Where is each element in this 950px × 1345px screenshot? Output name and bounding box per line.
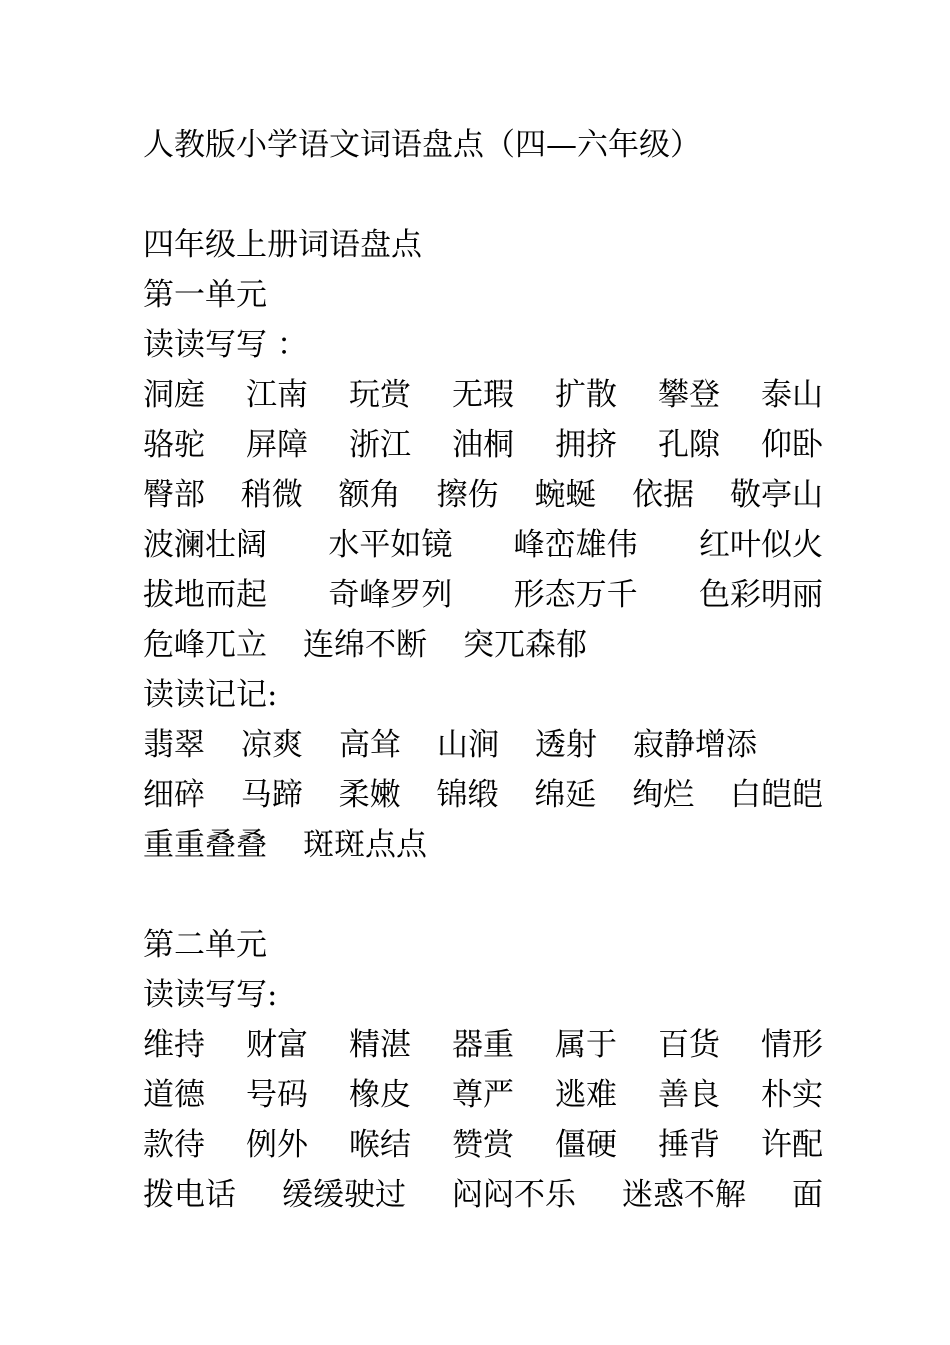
word-item: 许配 [761, 1127, 823, 1163]
word-row [143, 770, 823, 820]
word-item: 连绵不断 [303, 627, 427, 663]
word-row [143, 370, 823, 420]
document-page [143, 120, 823, 1220]
word-item: 重重叠叠 [143, 827, 267, 863]
word-item: 迷惑不解 [622, 1177, 746, 1213]
word-item: 蜿蜒 [534, 477, 597, 513]
word-item: 细碎 [143, 777, 205, 813]
word-row [143, 470, 823, 520]
blank-line [143, 870, 823, 920]
word-item: 柔嫩 [338, 777, 401, 813]
word-item: 逃难 [555, 1077, 617, 1113]
word-row [143, 520, 823, 570]
word-item: 属于 [555, 1027, 617, 1063]
word-item: 攀登 [658, 377, 720, 413]
word-item: 山涧 [437, 727, 499, 763]
word-item: 精湛 [349, 1027, 411, 1063]
word-item: 水平如镜 [328, 527, 453, 563]
word-row [143, 1070, 823, 1120]
word-item: 尊严 [452, 1077, 514, 1113]
word-item: 喉结 [349, 1127, 411, 1163]
word-item: 擦伤 [436, 477, 499, 513]
word-item: 臀部 [143, 477, 205, 513]
word-item: 赞赏 [452, 1127, 514, 1163]
word-item: 器重 [452, 1027, 514, 1063]
word-item: 马蹄 [240, 777, 303, 813]
word-item: 僵硬 [555, 1127, 617, 1163]
word-row [143, 1120, 823, 1170]
word-row [143, 1020, 823, 1070]
word-item: 无瑕 [452, 377, 514, 413]
word-item: 敬亭山 [729, 477, 823, 513]
word-item: 洞庭 [143, 377, 205, 413]
word-item: 波澜壮阔 [143, 527, 267, 563]
word-item: 缓缓驶过 [282, 1177, 406, 1213]
unit1-read-write-list [143, 370, 823, 670]
unit2-read-write-list [143, 1020, 823, 1220]
word-item: 泰山 [761, 377, 823, 413]
unit2-heading: 第二单元 [143, 927, 267, 963]
blank-line [143, 170, 823, 220]
word-item: 凉爽 [241, 727, 303, 763]
word-item: 色彩明丽 [698, 577, 823, 613]
word-item: 扩散 [555, 377, 617, 413]
word-item: 善良 [658, 1077, 720, 1113]
word-item: 道德 [143, 1077, 205, 1113]
word-item: 拔地而起 [143, 577, 267, 613]
word-item: 白皑皑 [729, 777, 823, 813]
word-item: 孔隙 [658, 427, 720, 463]
word-item: 翡翠 [143, 727, 205, 763]
word-item: 突兀森郁 [463, 627, 587, 663]
word-item: 捶背 [658, 1127, 720, 1163]
word-item: 拥挤 [555, 427, 617, 463]
word-item: 闷闷不乐 [452, 1177, 576, 1213]
word-item: 拨电话 [143, 1177, 236, 1213]
word-item: 危峰兀立 [143, 627, 267, 663]
word-item: 高耸 [339, 727, 401, 763]
unit1-read-remember-label: 读读记记: [143, 677, 278, 713]
word-item: 油桐 [452, 427, 514, 463]
word-item: 额角 [338, 477, 401, 513]
word-item: 号码 [246, 1077, 308, 1113]
word-item: 绚烂 [632, 777, 695, 813]
word-item: 款待 [143, 1127, 205, 1163]
word-row [143, 620, 823, 670]
grade-heading: 四年级上册词语盘点 [143, 227, 422, 263]
word-item: 峰峦雄伟 [513, 527, 638, 563]
word-item: 奇峰罗列 [328, 577, 453, 613]
word-row [143, 820, 823, 870]
word-item: 浙江 [349, 427, 411, 463]
word-item: 骆驼 [143, 427, 205, 463]
word-item: 稍微 [240, 477, 303, 513]
word-item: 形态万千 [513, 577, 638, 613]
word-item: 例外 [246, 1127, 308, 1163]
word-item: 红叶似火 [698, 527, 823, 563]
word-item: 寂静增添 [633, 727, 757, 763]
word-item: 情形 [761, 1027, 823, 1063]
word-row [143, 420, 823, 470]
word-item: 锦缎 [436, 777, 499, 813]
unit1-read-write-label: 读读写写 ： [143, 327, 308, 363]
unit2-read-write-label: 读读写写: [143, 977, 278, 1013]
unit1-heading: 第一单元 [143, 277, 267, 313]
word-item: 透射 [535, 727, 597, 763]
word-item: 仰卧 [761, 427, 823, 463]
word-row [143, 570, 823, 620]
word-item: 朴实 [761, 1077, 823, 1113]
word-item: 玩赏 [349, 377, 411, 413]
word-item: 江南 [246, 377, 308, 413]
word-row [143, 1170, 823, 1220]
word-item: 百货 [658, 1027, 720, 1063]
word-item: 斑斑点点 [303, 827, 427, 863]
document-title: 人教版小学语文词语盘点（四—六年级） [143, 127, 701, 163]
word-item: 橡皮 [349, 1077, 411, 1113]
word-item: 维持 [143, 1027, 205, 1063]
word-row [143, 720, 823, 770]
word-item: 面 [792, 1177, 823, 1213]
unit1-read-remember-list [143, 720, 823, 870]
word-item: 财富 [246, 1027, 308, 1063]
word-item: 绵延 [534, 777, 597, 813]
word-item: 依据 [632, 477, 695, 513]
word-item: 屏障 [246, 427, 308, 463]
